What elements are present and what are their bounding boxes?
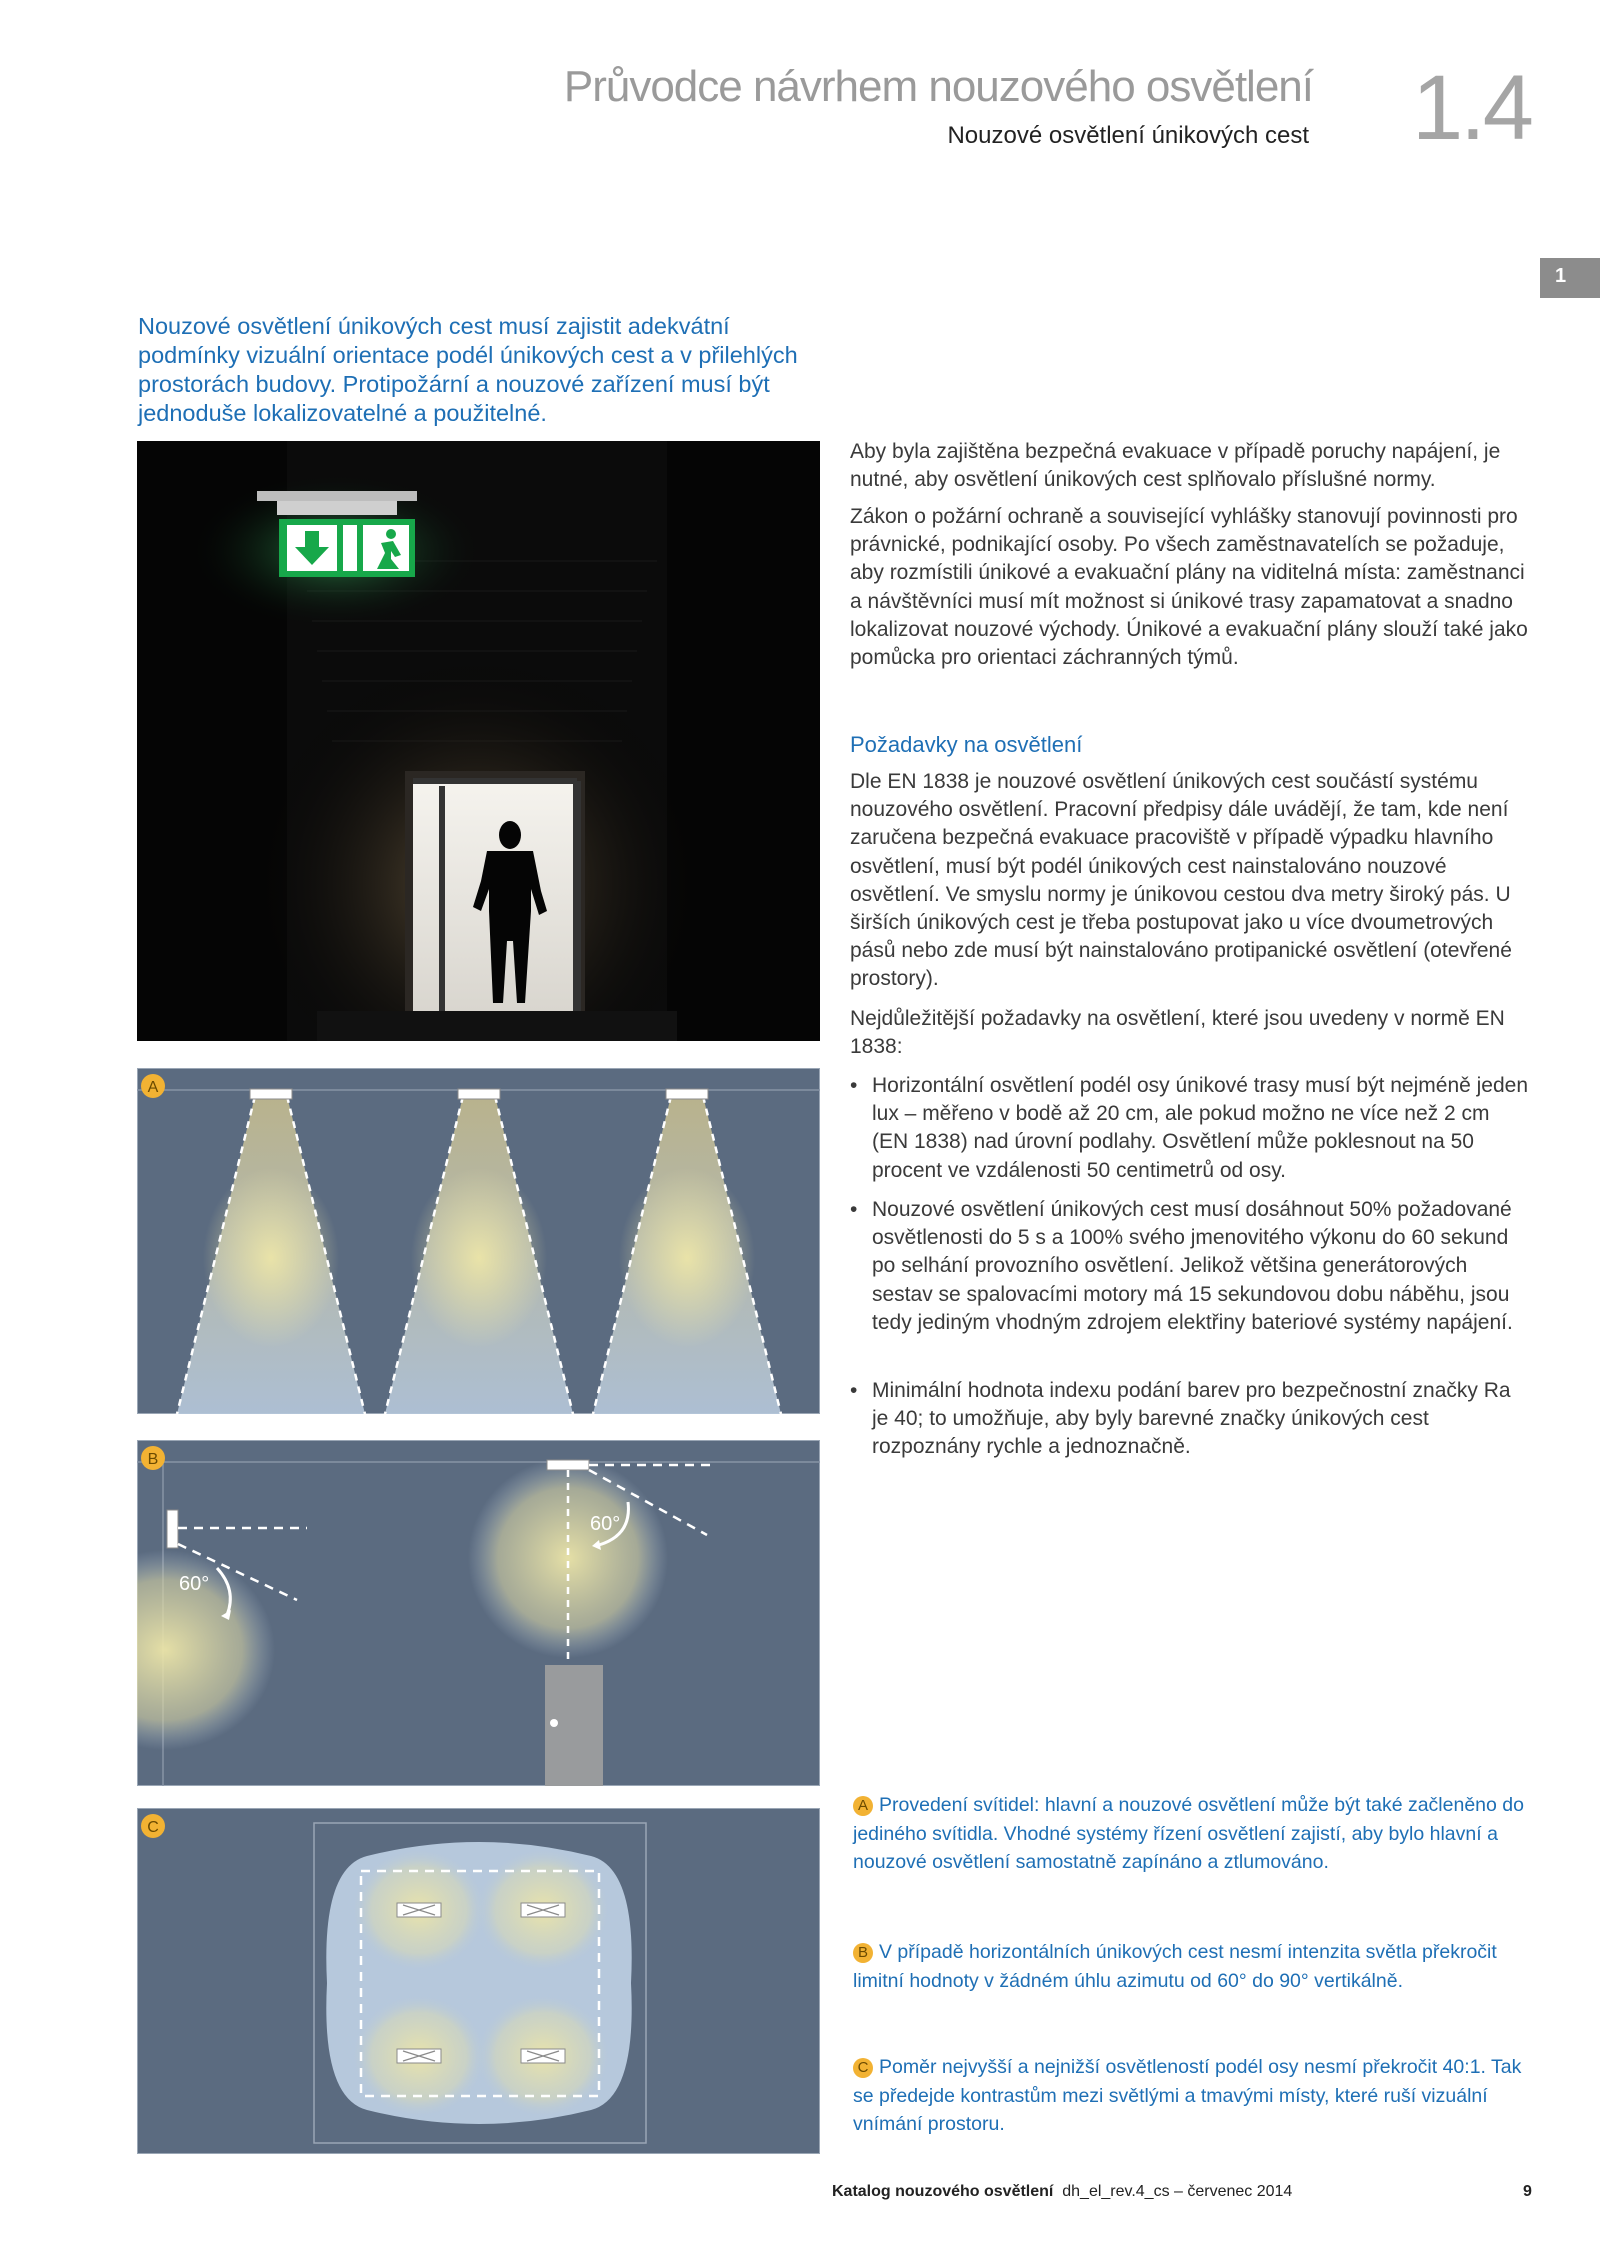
figure-c-top-view (137, 1808, 820, 2154)
requirement-bullet-3: • Minimální hodnota indexu podání barev pro bezpečnostní značky Ra je 40; to umožňuje, aby byly barevné značky únikových cest rozpoznány rychle a jednoznačně. (850, 1379, 1511, 1459)
angle-label-wall: 60° (179, 1573, 210, 1595)
bullet-icon: • (850, 1074, 858, 1097)
requirements-heading: Požadavky na osvětlení (850, 732, 1083, 757)
caption-badge-b: B (853, 1943, 873, 1963)
guide-title: Průvodce návrhem nouzového osvětlení (563, 62, 1313, 111)
figure-a-luminaires (137, 1068, 820, 1414)
page-number: 9 (1523, 2183, 1532, 2200)
body-paragraph-3: Dle EN 1838 je nouzové osvětlení únikových cest součástí systému nouzového osvětlení. Pracovní předpisy dále uvádějí, že tam, kde není zaručena bezpečná evakuace pracoviště v případě výpadku hlavního osvětlení, musí být podél únikových cest nainstalováno nouzové osvětlení. Ve smyslu normy je únikovou cestou dva metry široký pás. U širších únikových cest je třeba postupovat jako u více dvoumetrových pásů nebo zde musí být nainstalováno protipanické osvětlení (otevřené prostory). (850, 770, 1512, 991)
section-number: 1.4 (1412, 57, 1531, 159)
body-paragraph-4: Nejdůležitější požadavky na osvětlení, které jsou uvedeny v normě EN 1838: (850, 1007, 1505, 1059)
body-paragraph-2: Zákon o požární ochraně a související vyhlášky stanovují povinnosti pro právnické, podnikající osoby. Po všech zaměstnavatelích se požaduje, aby rozmístili únikové a evakuační plány na viditelná místa: zaměstnanci a návštěvníci musí mít možnost si únikové trasy zapamatovat a snadno lokalizovat nouzové východy. Únikové a evakuační plány slouží také jako pomůcka pro orientaci záchranných týmů. (850, 505, 1528, 670)
requirement-bullet-2: • Nouzové osvětlení únikových cest musí dosáhnout 50% požadované osvětlenosti do 5 s a 100% svého jmenovitého výkonu do 60 sekund po selhání provozního osvětlení. Jelikož většina generátorových sestav se spalovacími motory má 15 sekundovou dobu náběhu, jsou tedy jediným vhodným zdrojem elektřiny bateriové systémy napájení. (850, 1198, 1513, 1334)
body-paragraph-1: Aby byla zajištěna bezpečná evakuace v případě poruchy napájení, je nutné, aby osvětlení únikových cest splňovalo příslušné normy. (850, 440, 1501, 492)
caption-badge-c: C (853, 2058, 873, 2078)
caption-b: B V případě horizontálních únikových cest nesmí intenzita světla překročit limitní hodnoty v žádném úhlu azimutu od 60° do 90° vertikálně. (853, 1941, 1497, 1992)
intro-text: Nouzové osvětlení únikových cest musí zajistit adekvátní podmínky vizuální orientace podél únikových cest a v přilehlých prostorách budovy. Protipožární a nouzové zařízení musí být jednoduše lokalizovatelné a použitelné. (138, 313, 798, 426)
figure-label-b: B (147, 1451, 159, 1468)
requirement-bullet-1: • Horizontální osvětlení podél osy únikové trasy musí být nejméně jeden lux – měřeno v bodě až 20 cm, ale pokud možno ne více než 2 cm (EN 1838) nad úrovní podlahy. Osvětlení může poklesnout na 50 procent ve vzdálenosti 50 centimetrů od osy. (850, 1074, 1529, 1182)
caption-a: A Provedení svítidel: hlavní a nouzové osvětlení může být také začleněno do jediného svítidla. Vhodné systémy řízení osvětlení zajistí, aby bylo hlavní a nouzové osvětlení samostatně zapínáno a ztlumováno. (853, 1794, 1524, 1873)
figure-label-a: A (147, 1079, 159, 1096)
chapter-tab[interactable]: 1 (1540, 258, 1600, 298)
section-subtitle: Nouzové osvětlení únikových cest (947, 122, 1309, 149)
figure-label-c: C (147, 1819, 159, 1836)
caption-c: C Poměr nejvyšší a nejnižší osvětleností podél osy nesmí překročit 40:1. Tak se předejde kontrastům mezi světlými a tmavými místy, které ruší vizuální vnímání prostoru. (853, 2056, 1522, 2135)
bullet-icon: • (850, 1198, 858, 1221)
caption-badge-a: A (853, 1796, 873, 1816)
corridor-photo (137, 441, 820, 1041)
document-info: dh_el_rev.4_cs – červenec 2014 (1062, 2183, 1293, 2200)
figure-b-angles (137, 1440, 820, 1786)
bullet-icon: • (850, 1379, 858, 1402)
angle-label-ceiling: 60° (590, 1513, 621, 1535)
page-footer (832, 2183, 1292, 2201)
catalog-name: Katalog nouzového osvětlení (832, 2183, 1054, 2200)
